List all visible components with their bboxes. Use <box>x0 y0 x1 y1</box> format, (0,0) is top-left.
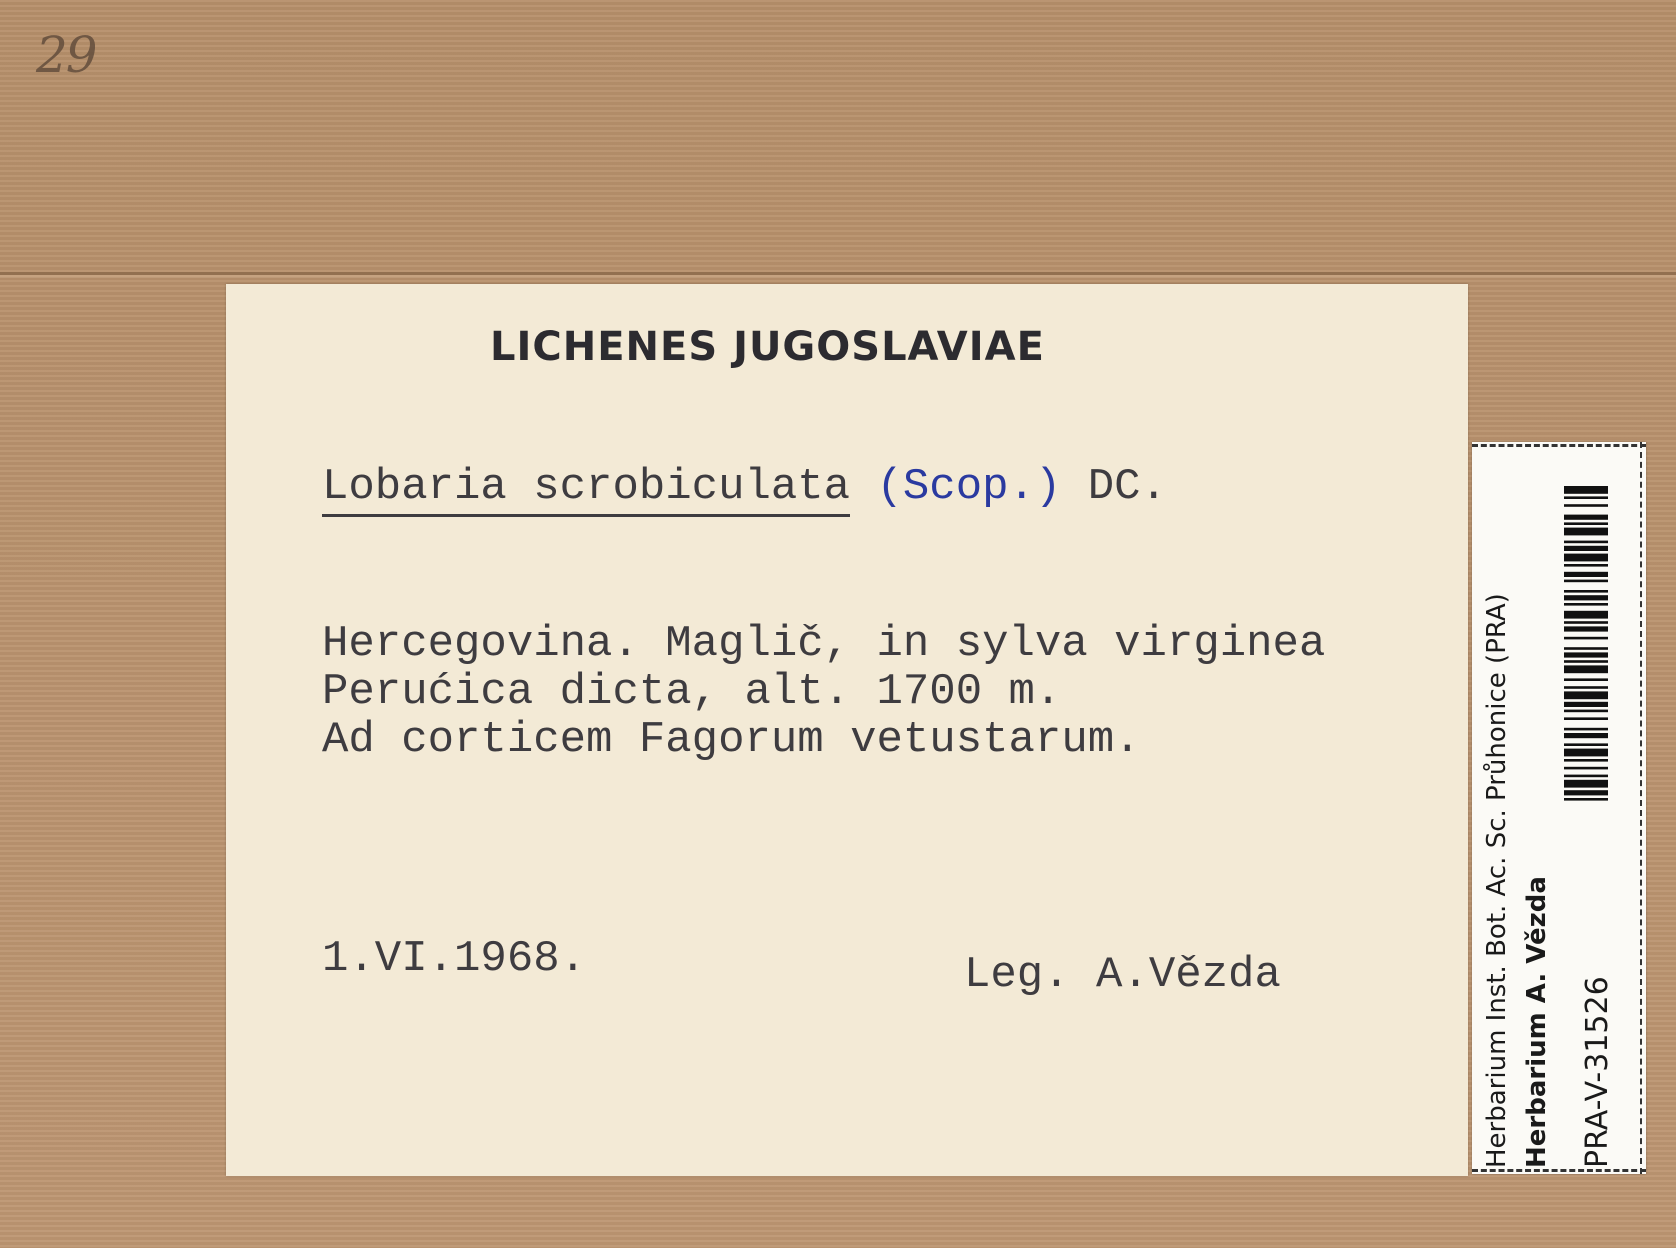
barcode-icon <box>1564 486 1608 906</box>
barcode-bar <box>1564 702 1608 707</box>
folder-flap-highlight <box>0 275 1676 278</box>
barcode-bar <box>1564 546 1608 551</box>
barcode-bar <box>1564 767 1608 770</box>
barcode-bar <box>1564 496 1608 499</box>
barcode-bar <box>1564 733 1608 738</box>
locality-line: Hercegovina. Maglič, in sylva virginea <box>322 619 1326 669</box>
institution-text: Herbarium Inst. Bot. Ac. Sc. Průhonice (PRA) <box>1482 593 1512 1168</box>
barcode-bar <box>1564 572 1608 577</box>
barcode-bar <box>1564 486 1608 494</box>
species-line <box>322 462 1167 512</box>
barcode-bar <box>1564 660 1608 663</box>
barcode-bar <box>1564 611 1608 619</box>
barcode-bar <box>1564 637 1608 640</box>
pencil-sheet-number: 29 <box>36 26 96 84</box>
barcode-bar <box>1564 652 1608 657</box>
specimen-id: PRA-V-31526 <box>1580 976 1615 1168</box>
species-authority: DC. <box>1087 462 1167 512</box>
barcode-bar <box>1564 554 1608 562</box>
barcode-bar <box>1564 564 1608 567</box>
label-title: LICHENES JUGOSLAVIAE <box>490 324 1045 370</box>
barcode-bar <box>1564 743 1608 746</box>
collection-date: 1.VI.1968. <box>322 934 587 984</box>
barcode-bar <box>1564 665 1608 673</box>
barcode-bar <box>1564 541 1608 544</box>
species-authority-paren: (Scop.) <box>876 462 1062 512</box>
barcode-bar <box>1564 790 1608 795</box>
barcode-bar <box>1564 522 1608 525</box>
barcode-bar <box>1564 590 1608 593</box>
strip-dashed-border-right <box>1640 442 1642 1174</box>
barcode-bar <box>1564 678 1608 681</box>
barcode-bar <box>1564 775 1608 778</box>
barcode-strip <box>1472 442 1646 1174</box>
barcode-bar <box>1564 504 1608 507</box>
barcode-bar <box>1564 798 1608 801</box>
locality-line: Ad corticem Fagorum vetustarum. <box>322 715 1141 765</box>
barcode-bar <box>1564 686 1608 689</box>
barcode-bar <box>1564 728 1608 731</box>
barcode-bar <box>1564 626 1608 631</box>
species-name: Lobaria scrobiculata <box>322 462 850 517</box>
collector: Leg. A.Vězda <box>964 950 1281 1000</box>
barcode-bar <box>1564 691 1608 699</box>
barcode-bar <box>1564 621 1608 624</box>
barcode-bar <box>1564 515 1608 520</box>
herbarium-text: Herbarium A. Vězda <box>1522 876 1552 1168</box>
barcode-bar <box>1564 580 1608 583</box>
strip-dashed-border-bottom <box>1472 1169 1646 1172</box>
strip-dashed-border-top <box>1472 444 1646 447</box>
barcode-bar <box>1564 528 1608 536</box>
barcode-bar <box>1564 603 1608 606</box>
barcode-bar <box>1564 759 1608 762</box>
barcode-bar <box>1564 780 1608 788</box>
barcode-bar <box>1564 710 1608 713</box>
barcode-bar <box>1564 595 1608 600</box>
barcode-bar <box>1564 647 1608 650</box>
locality-line: Perućica dicta, alt. 1700 m. <box>322 667 1062 717</box>
barcode-bar <box>1564 749 1608 757</box>
herbarium-label <box>226 284 1468 1176</box>
barcode-bar <box>1564 717 1608 720</box>
